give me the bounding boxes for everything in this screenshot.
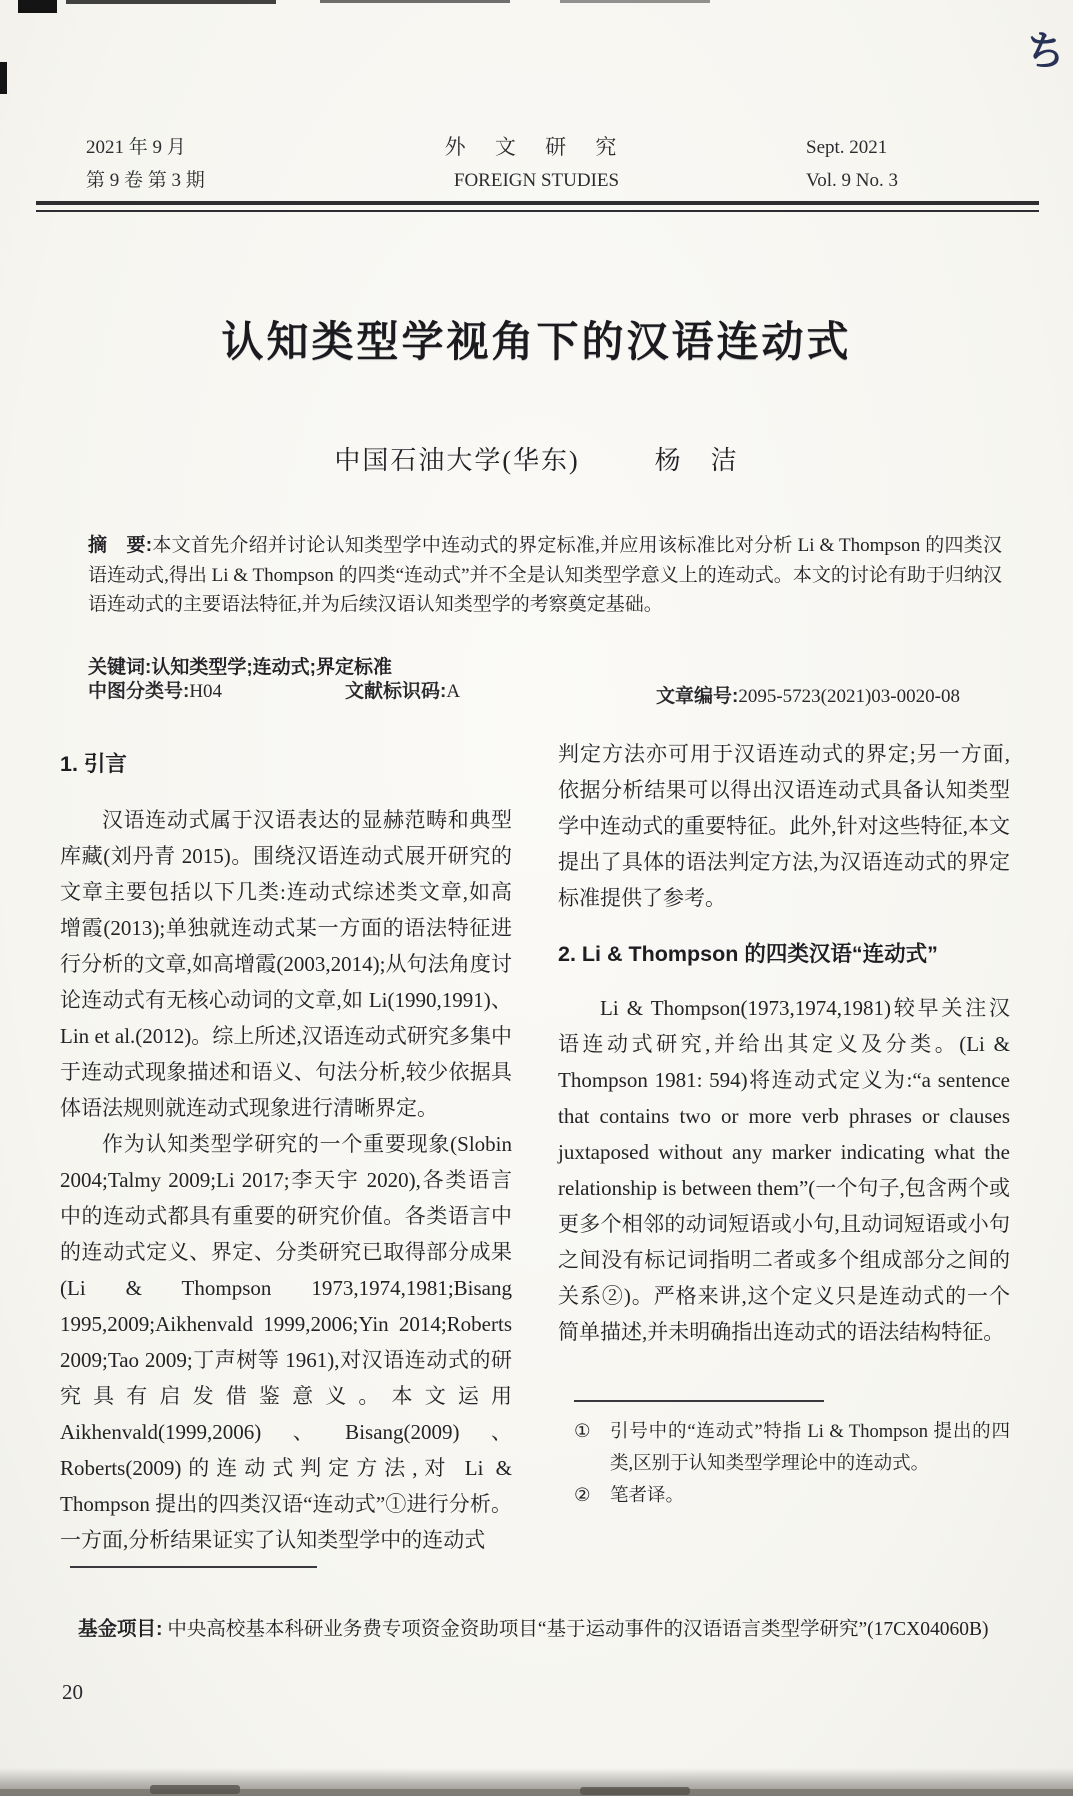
section-1-para-1: 汉语连动式属于汉语表达的显赫范畴和典型库藏(刘丹青 2015)。围绕汉语连动式展开研究的文章主要包括以下几类:连动式综述类文章,如高增霞(2013);单独就连动式某一方面的语法特征进行分析的文章,如高增霞(2003,2014);从句法角度讨论连动式有无核心动词的文章,如 Li(1990,1991)、Lin et al.(2012)。综上所述,汉语连动式研究多集中于连动式现象描述和语义、句法分析,较少依据具体语法规则就连动式现象进行清晰界定。 [60, 808, 512, 1120]
author-line [0, 440, 1073, 477]
keywords-label: 关键词: [88, 657, 152, 678]
section-2-para-1: Li & Thompson(1973,1974,1981)较早关注汉语连动式研究,并给出其定义及分类。(Li & Thompson 1981: 594)将连动式定义为:“a sentence that contains two or more verb phrases or clauses juxtaposed without any marker indicating what the relationship is between them”(一个句子,包含两个或更多个相邻的动词短语或小句,且动词短语或小句之间没有标记词指明二者或多个组成部分之间的关系②)。严格来讲,这个定义只是连动式的一个简单描述,并未明确指出连动式的语法结构特征。 [558, 996, 1010, 1344]
scan-artifact-top-left [18, 0, 57, 13]
scan-spot-1 [150, 1785, 240, 1794]
article-no-label: 文章编号: [656, 686, 739, 707]
abstract-paragraph [88, 531, 1002, 620]
footnote-separator [574, 1400, 824, 1402]
scan-artifact-top-dash-2 [320, 0, 510, 3]
journal-header-right [806, 131, 898, 197]
scan-artifact-top-dash-1 [66, 0, 276, 4]
journal-issue-en: Vol. 9 No. 3 [806, 170, 899, 191]
handwritten-mark: ち [1022, 26, 1069, 78]
author-affiliation: 中国石油大学(华东) [334, 446, 580, 475]
footnote-2-text: 笔者译。 [610, 1486, 685, 1506]
journal-title-en: FOREIGN STUDIES [453, 170, 620, 191]
footnote-1 [574, 1416, 1010, 1480]
section-2-heading: 2. Li & Thompson 的四类汉语“连动式” [558, 942, 938, 966]
keywords-text: 认知类型学;连动式;界定标准 [151, 657, 392, 678]
keywords-line [88, 652, 1002, 679]
continuation-para: 判定方法亦可用于汉语连动式的界定;另一方面,依据分析结果可以得出汉语连动式具备认知类型学中连动式的重要特征。此外,针对这些特征,本文提出了具体的语法判定方法,为汉语连动式的界定标准提供了参考。 [558, 742, 1010, 910]
header-double-rule [36, 201, 1039, 212]
funding-label: 基金项目: [78, 1617, 163, 1640]
clc-item [88, 676, 222, 703]
section-1-para-2: 作为认知类型学研究的一个重要现象(Slobin 2004;Talmy 2009;Li 2017;李天宇 2020),各类语言中的连动式都具有重要的研究价值。各类语言中的连动式定义、界定、分类研究已取得部分成果(Li & Thompson 1973,1974,1981;Bisang 1995,2009;Aikhenvald 1999,2006;Yin 2014;Roberts 2009;Tao 2009;丁声树等 1961),对汉语连动式的研究具有启发借鉴意义。本文运用 Aikhenvald(1999,2006)、Bisang(2009)、Roberts(2009)的连动式判定方法,对 Li & Thompson 提出的四类汉语“连动式”①进行分析。一方面,分析结果证实了认知类型学中的连动式 [60, 1132, 512, 1552]
footnote-1-marker: ① [574, 1422, 591, 1442]
journal-date-en: Sept. 2021 [806, 137, 888, 158]
left-column [60, 736, 512, 1558]
scan-artifact-top-dash-3 [560, 0, 710, 3]
footnote-1-text: 引号中的“连动式”特指 Li & Thompson 提出的四类,区别于认知类型学理论中的连动式。 [610, 1422, 1010, 1474]
journal-title-cn: 外 文 研 究 [444, 135, 629, 159]
funding-text: 中央高校基本科研业务费专项资金资助项目“基于运动事件的汉语语言类型学研究”(17CX04060B) [162, 1618, 989, 1640]
footnote-2 [574, 1480, 1010, 1512]
footnote-block [574, 1400, 1010, 1512]
clc-value: H04 [189, 681, 223, 702]
funding-separator [70, 1566, 317, 1568]
meta-row [88, 676, 1002, 706]
journal-date-cn: 2021 年 9 月 [86, 137, 186, 158]
scan-artifact-left-edge [0, 62, 7, 94]
journal-issue-cn: 第 9 卷 第 3 期 [86, 170, 205, 191]
abstract-label: 摘 要: [88, 535, 153, 556]
article-title: 认知类型学视角下的汉语连动式 [221, 318, 852, 366]
author-name: 杨 洁 [654, 446, 739, 475]
abstract-text: 本文首先介绍并讨论认知类型学中连动式的界定标准,并应用该标准比对分析 Li & Thompson 的四类汉语连动式,得出 Li & Thompson 的四类“连动式”并不全是认知类型学意义上的连动式。本文的讨论有助于归纳汉语连动式的主要语法特征,并为后续汉语认知类型学的考察奠定基础。 [88, 535, 1003, 615]
doc-code-label: 文献标识码: [345, 681, 447, 702]
journal-header-center [0, 131, 1073, 197]
page-number: 20 [62, 1680, 83, 1704]
scan-spot-2 [580, 1787, 690, 1795]
funding-line [78, 1614, 1012, 1645]
doc-code-value: A [446, 681, 461, 702]
article-no-value: 2095-5723(2021)03-0020-08 [738, 686, 960, 707]
article-no-item [656, 681, 960, 708]
clc-label: 中图分类号: [88, 681, 190, 702]
footnote-2-marker: ② [574, 1486, 591, 1506]
section-1-heading: 1. 引言 [60, 752, 127, 776]
doc-code-item [345, 676, 460, 703]
